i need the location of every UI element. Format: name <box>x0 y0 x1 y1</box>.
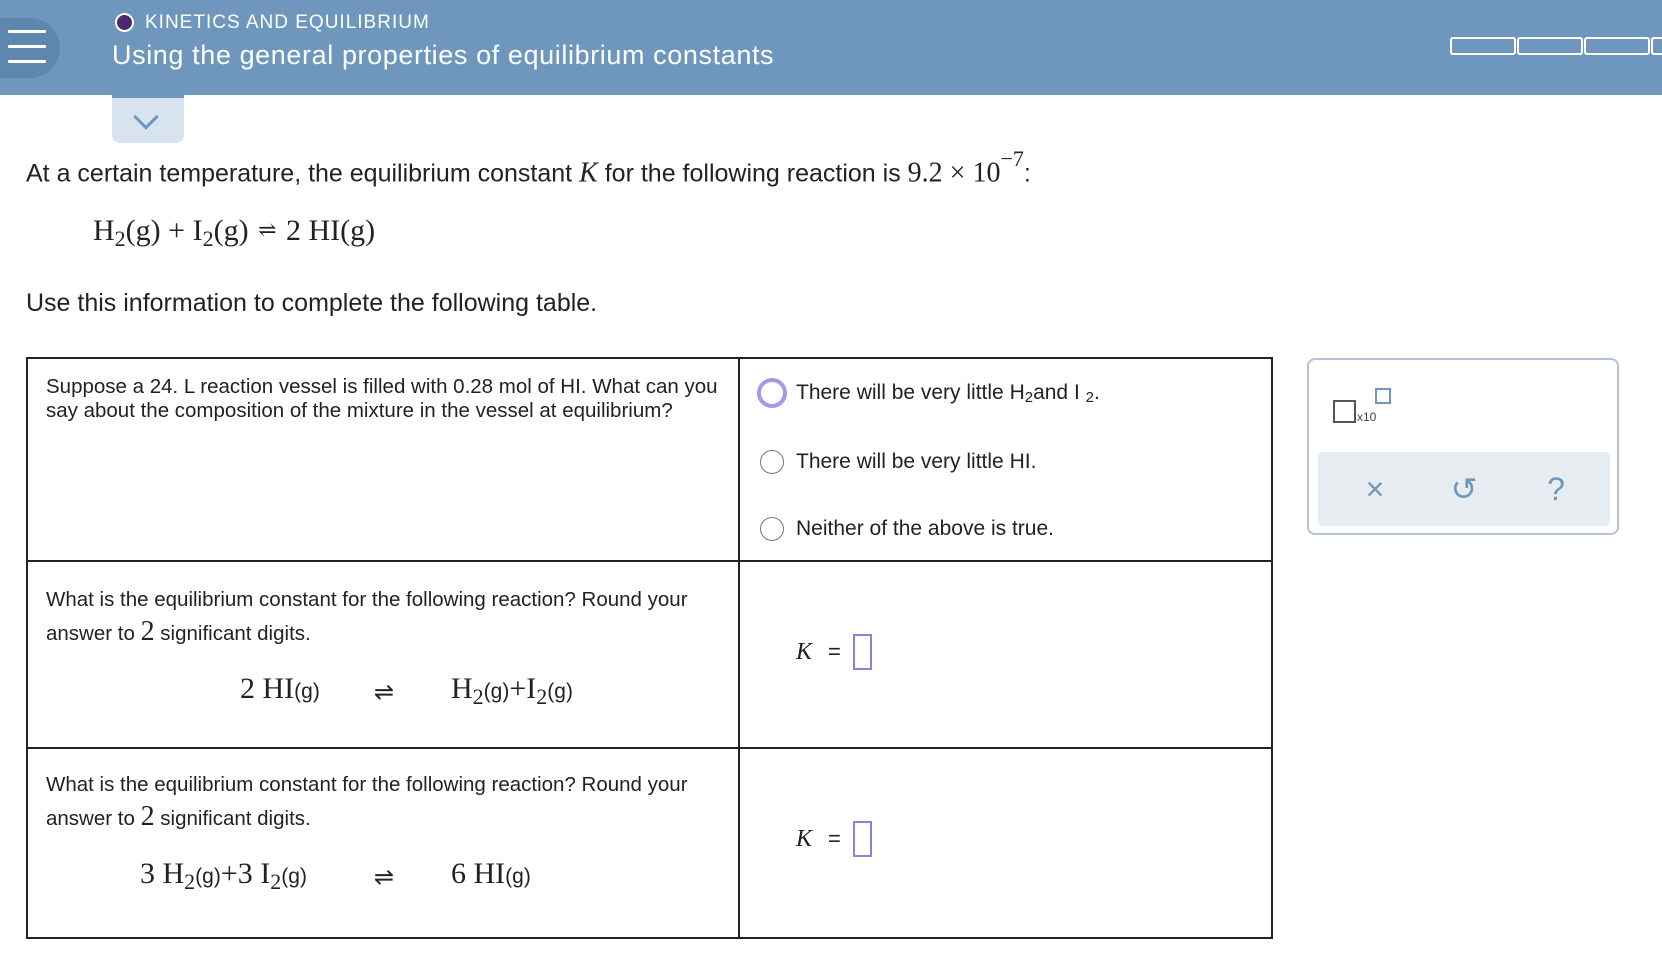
subscript: 2 <box>114 226 126 251</box>
k-value-mantissa: 9.2 × 10 <box>907 157 1001 189</box>
k-value-exponent: −7 <box>1000 146 1024 171</box>
subscript: 2 <box>202 226 214 251</box>
state: (g) <box>483 680 510 703</box>
topic-dot-icon <box>115 13 134 32</box>
undo-icon: ↺ <box>1450 471 1478 507</box>
main-reaction <box>93 214 376 251</box>
state: (g) <box>294 680 320 703</box>
equals-sign: = <box>828 826 841 851</box>
instruction-text: Use this information to complete the following table. <box>26 289 598 317</box>
hamburger-icon-line <box>8 30 46 33</box>
subscript: 2 <box>270 869 282 894</box>
help-button[interactable] <box>1531 464 1581 514</box>
sig-digits: 2 <box>140 801 155 832</box>
option-little-h2-i2[interactable] <box>760 378 1100 408</box>
menu-button[interactable] <box>0 18 60 78</box>
product: H <box>451 672 473 705</box>
equilibrium-arrow-icon: ⇌ <box>258 217 277 242</box>
option-little-hi[interactable] <box>760 450 1036 474</box>
question-text-post: significant digits. <box>160 807 311 830</box>
header-bar <box>0 0 1662 95</box>
exponent-box-icon <box>1375 388 1391 404</box>
option-text: . <box>1093 381 1100 404</box>
reactant: 3 H <box>140 857 185 890</box>
subscript: 2 <box>1024 388 1034 406</box>
progress-segment <box>1584 37 1650 55</box>
question-text-pre: What is the equilibrium constant for the following reaction? Round your answer to <box>46 588 688 645</box>
answer-cell <box>740 562 1271 747</box>
subscript: 2 <box>536 684 548 709</box>
option-neither[interactable] <box>760 517 1054 541</box>
base-box-icon <box>1333 400 1356 423</box>
question-cell <box>28 359 740 560</box>
sig-digits: 2 <box>140 616 155 647</box>
plus-sign: + <box>220 857 238 890</box>
table-row <box>28 562 1271 749</box>
progress-segment <box>1450 37 1516 55</box>
question-text-pre: What is the equilibrium constant for the following reaction? Round your answer to <box>46 773 688 830</box>
intro-middle: for the following reaction is <box>604 159 901 188</box>
subscript: 2 <box>184 869 196 894</box>
progress-segment <box>1651 37 1662 55</box>
state: (g) <box>547 680 573 703</box>
question-text <box>46 769 726 835</box>
subscript: 2 <box>1085 388 1094 406</box>
reactant-h: H <box>93 214 115 247</box>
product: 6 HI <box>451 857 506 890</box>
reactant-i: I <box>192 214 203 247</box>
progress-segment <box>1517 37 1583 55</box>
reactant: 2 HI <box>240 672 295 705</box>
question-text <box>46 584 726 650</box>
state: (g) <box>213 214 249 247</box>
option-text: There will be very little HI. <box>796 450 1037 473</box>
k-answer-input[interactable] <box>853 821 872 857</box>
clear-button[interactable] <box>1350 464 1400 514</box>
topic-label: KINETICS AND EQUILIBRIUM <box>145 12 430 33</box>
k-answer-line <box>796 821 872 857</box>
radio-button[interactable] <box>760 517 784 541</box>
answer-tools-panel <box>1307 358 1619 535</box>
chevron-down-icon <box>133 104 158 129</box>
question-cell <box>28 749 740 937</box>
k-answer-input[interactable] <box>853 634 872 670</box>
tool-bar <box>1318 452 1610 526</box>
product-hi: 2 HI <box>286 214 341 247</box>
product: I <box>526 672 537 705</box>
equals-sign: = <box>828 639 841 664</box>
reactant: 3 I <box>237 857 271 890</box>
question-text-post: significant digits. <box>160 622 311 645</box>
hamburger-icon-line <box>8 60 46 63</box>
intro-suffix: : <box>1023 159 1031 188</box>
reaction-reactants <box>240 672 320 706</box>
reaction-products <box>451 857 531 891</box>
scientific-notation-button[interactable] <box>1333 386 1393 426</box>
option-text: There will be very little H <box>796 381 1025 404</box>
plus-sign: + <box>509 672 527 705</box>
table-row <box>28 749 1271 937</box>
question-table <box>26 357 1273 939</box>
hamburger-icon-line <box>8 45 46 48</box>
progress-indicator <box>1450 37 1662 55</box>
collapse-toggle-button[interactable] <box>112 95 184 143</box>
answer-cell <box>740 359 1271 560</box>
problem-intro <box>26 146 1031 189</box>
x10-label: x10 <box>1357 410 1377 424</box>
intro-prefix: At a certain temperature, the equilibrium constant <box>26 159 573 188</box>
close-icon: × <box>1365 470 1385 507</box>
subscript: 2 <box>472 684 484 709</box>
reaction-products <box>451 672 573 709</box>
k-answer-line <box>796 634 872 670</box>
state: (g) <box>505 865 531 888</box>
equilibrium-arrow-icon: ⇌ <box>374 679 395 706</box>
page-title: Using the general properties of equilibrium constants <box>112 40 775 70</box>
option-text: and I <box>1033 381 1080 404</box>
k-label: K <box>796 638 813 665</box>
plus-sign: + <box>168 214 186 247</box>
help-icon: ? <box>1547 470 1565 507</box>
state: (g) <box>125 214 161 247</box>
radio-button[interactable] <box>760 450 784 474</box>
question-cell <box>28 562 740 747</box>
table-row <box>28 359 1271 562</box>
answer-cell <box>740 749 1271 937</box>
option-text: Neither of the above is true. <box>796 517 1054 540</box>
equilibrium-arrow-icon: ⇌ <box>374 864 395 891</box>
k-label: K <box>796 825 813 852</box>
undo-button[interactable] <box>1439 464 1489 514</box>
state: (g) <box>195 865 221 888</box>
state: (g) <box>281 865 307 888</box>
state: (g) <box>340 214 376 247</box>
reaction-reactants <box>140 857 307 894</box>
question-text: Suppose a 24. L reaction vessel is filled with 0.28 mol of HI. What can you say about the composition of the mixture in the vessel at equilibrium? <box>46 375 718 422</box>
radio-button[interactable] <box>757 378 787 408</box>
k-symbol: K <box>579 157 598 189</box>
